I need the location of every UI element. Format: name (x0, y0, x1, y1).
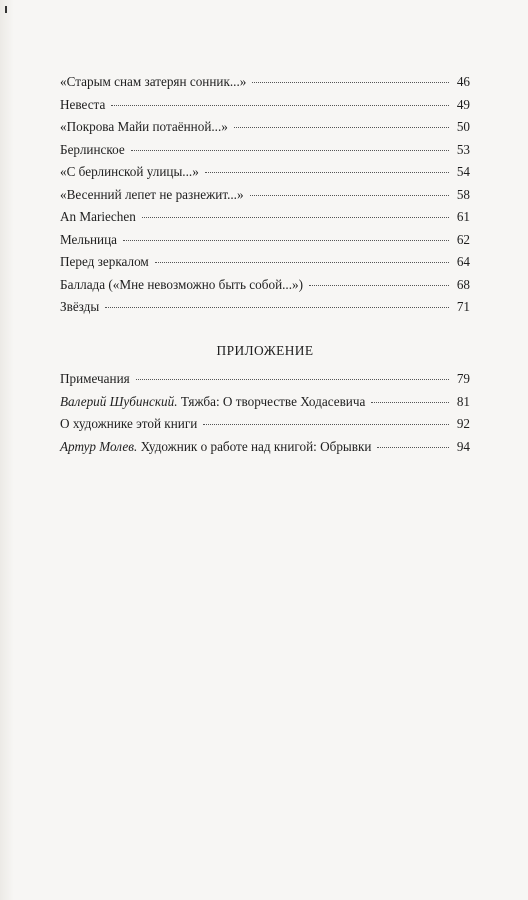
dot-leader (309, 285, 449, 286)
dot-leader (252, 82, 449, 83)
toc-page-number: 50 (456, 119, 470, 134)
toc-page-number: 81 (456, 393, 470, 409)
toc-page-number: 79 (456, 371, 470, 386)
toc-entry-title: О художнике этой книги (60, 416, 198, 431)
toc-page-number: 64 (456, 254, 470, 269)
dot-leader (377, 447, 449, 448)
toc-row (60, 413, 470, 436)
toc-entry-title: Художник о работе над книгой: Обрывки (137, 438, 372, 454)
toc-page-number: 94 (456, 438, 470, 454)
appendix-contents (60, 368, 470, 458)
toc-entry-author: Валерий Шубинский. (60, 393, 178, 409)
toc-entry-title: Берлинское (60, 141, 125, 157)
toc-entry-title: Мельница (60, 231, 118, 247)
toc-row (60, 184, 470, 207)
toc-row (60, 94, 470, 117)
toc-row (60, 436, 470, 459)
page-corner-mark (5, 6, 7, 13)
dot-leader (371, 402, 449, 403)
toc-row (60, 139, 470, 162)
toc-entry-title: An Mariechen (60, 209, 136, 224)
dot-leader (155, 262, 449, 263)
toc-page-number: 92 (456, 416, 470, 431)
toc-row (60, 229, 470, 252)
toc-entry-title: «Покрова Майи потаённой...» (60, 119, 228, 134)
toc-entry-title: Тяжба: О творчестве Ходасевича (177, 393, 366, 409)
toc-entry-title: Звёзды (60, 299, 100, 314)
toc-row (60, 161, 470, 184)
dot-leader (142, 217, 449, 218)
dot-leader (234, 127, 449, 128)
toc-row (60, 296, 470, 319)
toc-page-number: 46 (456, 74, 470, 89)
dot-leader (205, 172, 449, 173)
toc-entry-title: Невеста (60, 96, 106, 112)
toc-page-number: 62 (456, 231, 470, 247)
toc-row (60, 116, 470, 139)
toc-entry-title: Перед зеркалом (60, 254, 149, 269)
toc-page-number: 53 (456, 141, 470, 157)
dot-leader (203, 424, 449, 425)
toc-row (60, 368, 470, 391)
toc-page-number: 68 (456, 276, 470, 292)
dot-leader (250, 195, 449, 196)
toc-page-number: 54 (456, 164, 470, 179)
dot-leader (105, 307, 449, 308)
dot-leader (123, 240, 449, 241)
dot-leader (131, 150, 449, 151)
toc-row (60, 391, 470, 414)
toc-page-number: 49 (456, 96, 470, 112)
toc-entry-title: Баллада («Мне невозможно быть собой...») (60, 276, 303, 292)
toc-row (60, 274, 470, 297)
toc-entry-title: «Весенний лепет не разнежит...» (60, 186, 244, 202)
dot-leader (136, 379, 449, 380)
toc-page-number: 58 (456, 186, 470, 202)
toc-entry-title: «С берлинской улицы...» (60, 164, 199, 179)
toc-row (60, 251, 470, 274)
dot-leader (111, 105, 449, 106)
toc-row (60, 206, 470, 229)
appendix-heading: ПРИЛОЖЕНИЕ (216, 343, 314, 358)
table-of-contents (60, 71, 470, 319)
toc-row (60, 71, 470, 94)
toc-page-number: 61 (456, 209, 470, 224)
toc-entry-title: «Старым снам затерян сонник...» (60, 74, 247, 89)
toc-entry-author: Артур Молев. (60, 438, 138, 454)
toc-entry-title: Примечания (60, 371, 130, 386)
toc-page-number: 71 (456, 299, 470, 314)
